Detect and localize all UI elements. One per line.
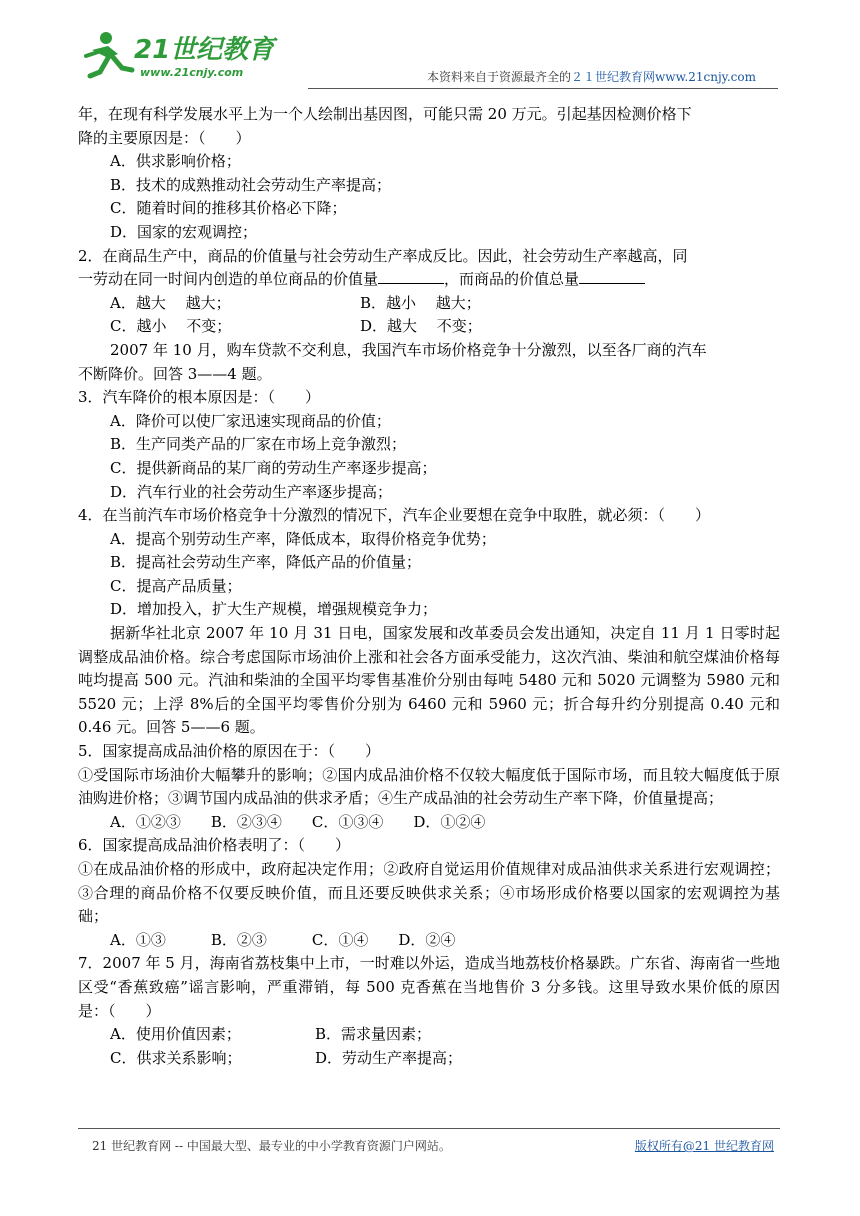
option-c: C．提高产品质量； [110,576,242,595]
question-2-cont: 一劳动在同一时间内创造的单位商品的价值量 ，而商品的价值总量 [78,268,780,292]
passage-intro: 2007 年 10 月，购车贷款不交利息，我国汽车市场价格竞争十分激烈，以至各厂商的汽车 [110,340,707,359]
question-6-options: A．①③ B．②③ C．①④ D．②④ [110,930,456,949]
option-a: A．使用价值因素； [110,1025,241,1044]
footer-text: 21 世纪教育网 -- 中国最大型、最专业的中小学教育资源门户网站。 [92,1139,451,1153]
option-row [78,1023,780,1047]
option-c: C．提供新商品的某厂商的劳动生产率逐步提高； [110,458,437,477]
option-a: A．供求影响价格； [110,152,241,171]
option-b: B．生产同类产品的厂家在市场上竞争激烈； [110,435,407,454]
header-note: 本资料来自于资源最齐全的２１世纪教育网www.21cnjy.com [427,70,756,84]
answer-blank[interactable] [378,269,444,284]
question-5-body: ①受国际市场油价大幅攀升的影响；②国内成品油价格不仅较大幅度低于国际市场，而且较大幅度低于原油购进价格；③调节国内成品油的供求矛盾；④生产成品油的社会劳动生产率下降，价值量提高； [78,765,780,808]
question-2: 2．在商品生产中，商品的价值量与社会劳动生产率成反比。因此，社会劳动生产率越高，同 [78,246,688,265]
copyright-link[interactable]: 版权所有@21 世纪教育网 [634,1139,774,1153]
question-5: 5．国家提高成品油价格的原因在于：（ ） [78,742,381,761]
svg-text:www.21cnjy.com: www.21cnjy.com [140,66,244,79]
passage-intro-cont: 不断降价。回答 3——4 题。 [78,364,272,383]
option-b: B．需求量因素； [315,1025,432,1044]
site-logo[interactable] [78,28,288,84]
text-line: 年，在现有科学发展水平上为一个人绘制出基因图，可能只需 20 万元。引起基因检测价格下 [78,105,692,123]
option-d: D．国家的宏观调控； [110,222,258,241]
option-d: D．汽车行业的社会劳动生产率逐步提高； [110,482,393,501]
option-row [78,315,780,339]
header-divider [308,88,778,89]
question-5-options: A．①②③ B．②③④ C．①③④ D．①②④ [110,812,486,831]
option-b: B．技术的成熟推动社会劳动生产率提高； [110,175,392,194]
option-a: A．提高个别劳动生产率，降低成本，取得价格竞争优势； [110,529,496,548]
option-a: A．降价可以使厂家迅速实现商品的价值； [110,411,391,430]
svg-text:21世纪教育: 21世纪教育 [134,35,275,65]
answer-blank[interactable] [579,269,645,284]
passage-intro: 据新华社北京 2007 年 10 月 31 日电，国家发展和改革委员会发出通知，决定自 11 月 1 日零时起调整成品油价格。综合考虑国际市场油价上涨和社会各方面承受能力，这次汽油、柴油和航空煤油价格每吨均提高 500 元。汽油和柴油的全国平均零售基准价分别由每吨 5480 元和 5020 元调整为 5980 元和 5520 元；上浮 8%后的全国平均零售价分别为 6460 元和 5960 元；折合每升约分别提高 0.40 元和 0.46 元。回答 5——6 题。 [78,624,780,737]
option-c: C．越小 不变； [110,317,232,336]
option-row [78,1047,780,1071]
page-header [78,28,778,84]
question-7: 7．2007 年 5 月，海南省荔枝集中上市，一时难以外运，造成当地荔枝价格暴跌。广东省、海南省一些地区受“香蕉致癌”谣言影响，严重滞销，每 500 克香蕉在当地售价 3 分多钱。这里导致水果价低的原因是：（ ） [78,954,780,1020]
document-body [78,103,780,1070]
option-a: A．越大 越大； [110,293,231,312]
option-c: C．随着时间的推移其价格必下降； [110,199,347,218]
option-row [78,292,780,316]
option-c: C．供求关系影响； [110,1048,242,1067]
option-d: D．劳动生产率提高； [315,1048,463,1067]
footer-divider [78,1128,780,1129]
option-d: D．越大 不变； [360,317,482,336]
question-6: 6．国家提高成品油价格表明了：（ ） [78,836,351,855]
option-d: D．增加投入，扩大生产规模，增强规模竞争力； [110,600,438,619]
text-line: 降的主要原因是：（ ） [78,128,251,147]
option-b: B．提高社会劳动生产率，降低产品的价值量； [110,553,422,572]
question-3: 3．汽车降价的根本原因是：（ ） [78,388,321,407]
option-b: B．越小 越大； [360,293,481,312]
question-6-body: ①在成品油价格的形成中，政府起决定作用；②政府自觉运用价值规律对成品油供求关系进行宏观调控；③合理的商品价格不仅要反映价值，而且还要反映供求关系；④市场形成价格要以国家的宏观调控为基础； [78,860,780,926]
question-4: 4．在当前汽车市场价格竞争十分激烈的情况下，汽车企业要想在竞争中取胜，就必须：（ ） [78,506,711,525]
